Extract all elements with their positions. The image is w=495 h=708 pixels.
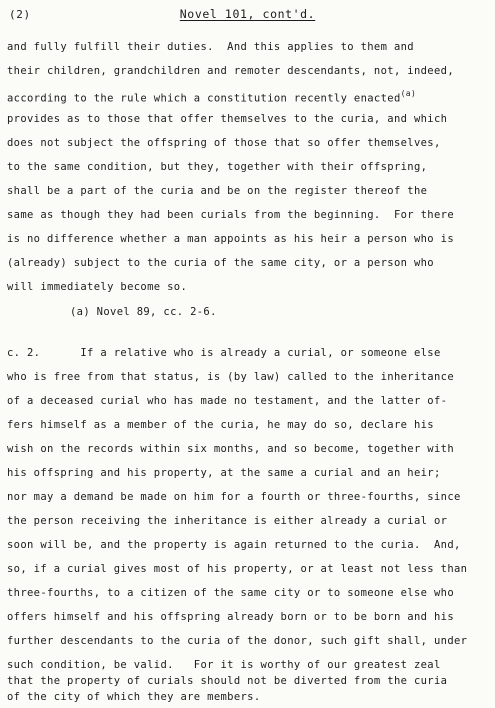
text-line: three-fourths, to a citizen of the same city or to someone else who: [7, 587, 454, 599]
text-line: such condition, be valid. For it is worthy of our greatest zeal: [7, 659, 441, 671]
text-line: nor may a demand be made on him for a fourth or three-fourths, since: [7, 491, 461, 503]
text-line: of a deceased curial who has made no testament, and the latter of-: [7, 395, 448, 407]
text-line: c. 2. If a relative who is already a curial, or someone else: [7, 347, 441, 359]
text-line: the person receiving the inheritance is either already a curial or: [7, 515, 448, 527]
page-header: [0, 4, 495, 26]
text-line: shall be a part of the curia and be on the register thereof the: [7, 185, 428, 197]
text-line: his offspring and his property, at the same a curial and an heir;: [7, 467, 441, 479]
footnote-marker: (a): [400, 89, 417, 98]
footnote: (a) Novel 89, cc. 2-6.: [70, 306, 217, 318]
text-line: so, if a curial gives most of his property, or at least not less than: [7, 563, 468, 575]
text-line: according to the rule which a constitution recently enacted: [7, 92, 401, 105]
text-line: will immediately become so.: [7, 281, 188, 293]
text-line: offers himself and his offspring already born or to be born and his: [7, 611, 454, 623]
text-line: and fully fulfill their duties. And this applies to them and: [7, 41, 414, 53]
text-line: fers himself as a member of the curia, he may do so, declare his: [7, 419, 434, 431]
text-line: provides as to those that offer themselves to the curia, and which: [7, 113, 448, 125]
running-title-wrap: [0, 7, 495, 21]
text-line: their children, grandchildren and remoter descendants, not, indeed,: [7, 65, 454, 77]
text-line: that the property of curials should not be diverted from the curia: [7, 675, 448, 687]
page-number: (2): [9, 8, 31, 21]
text-line: who is free from that status, is (by law) called to the inheritance: [7, 371, 454, 383]
text-line: soon will be, and the property is again returned to the curia. And,: [7, 539, 461, 551]
text-line: to the same condition, but they, together with their offspring,: [7, 161, 428, 173]
text-line-with-marker: [7, 88, 427, 106]
text-line: wish on the records within six months, and so become, together with: [7, 443, 454, 455]
text-line: of the city of which they are members.: [7, 691, 261, 703]
text-line: is no difference whether a man appoints as his heir a person who is: [7, 233, 454, 245]
text-line: (already) subject to the curia of the same city, or a person who: [7, 257, 434, 269]
text-line: does not subject the offspring of those that so offer themselves,: [7, 137, 441, 149]
running-title: Novel 101, cont'd.: [179, 7, 316, 21]
text-line: further descendants to the curia of the donor, such gift shall, under: [7, 635, 468, 647]
text-line: same as though they had been curials from the beginning. For there: [7, 209, 454, 221]
